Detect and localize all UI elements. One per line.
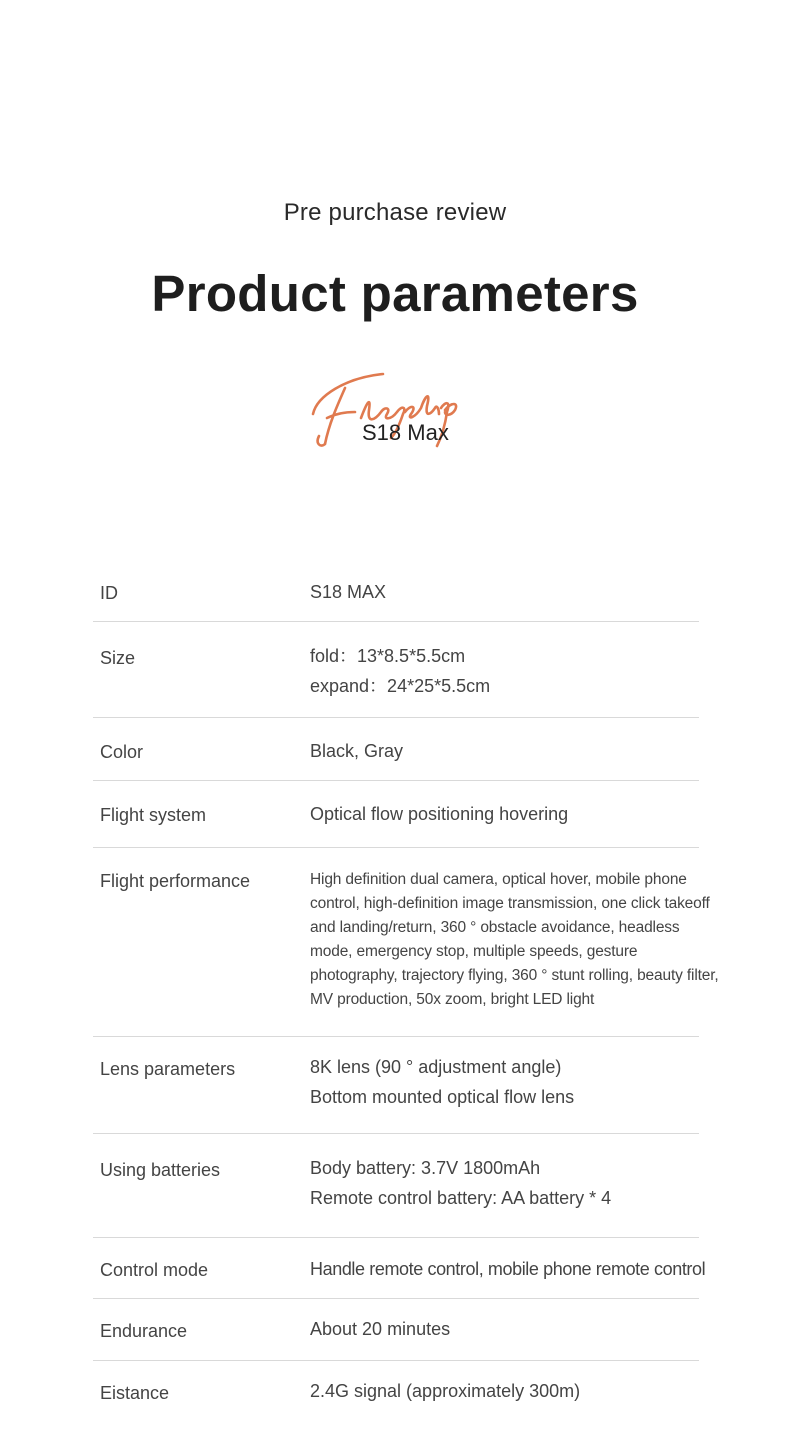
page-subtitle: Pre purchase review [283,199,507,226]
param-row-color [93,718,699,781]
param-row-batteries [93,1134,699,1238]
param-label: Flight system [100,805,207,825]
param-label: Size [100,648,136,668]
param-row-flight-performance [93,848,719,1037]
param-row-lens [93,1037,699,1134]
param-value: About 20 minutes [310,1319,451,1339]
param-value: S18 MAX [310,582,387,602]
param-value: High definition dual camera, optical hover, mobile phone control, high-definition image transmission, one click takeoff and landing/return, 360 ° obstacle avoidance, headless mode, emergency stop, multiple speeds, gesture photography, trajectory flying, 360 ° stunt rolling, beauty filter, MV production, 50x zoom, bright LED light [310,871,719,1008]
param-value: Black, Gray [310,741,404,761]
param-row-endurance [93,1299,699,1361]
param-value: Body battery: 3.7V 1800mAh Remote control battery: AA battery * 4 [310,1158,612,1208]
model-name: S18 Max [362,420,449,445]
param-value: 8K lens (90 ° adjustment angle) Bottom mounted optical flow lens [310,1057,575,1107]
param-label: Lens parameters [100,1059,236,1079]
param-label: Eistance [100,1383,170,1403]
param-value: Handle remote control, mobile phone remote control [310,1259,706,1279]
param-label: ID [100,583,118,603]
param-row-distance [93,1361,699,1421]
parameters-table [93,562,719,1421]
param-row-id [93,562,699,622]
param-label: Flight performance [100,871,251,891]
param-row-control-mode [93,1238,706,1299]
param-row-size [93,622,699,718]
page-title: Product parameters [151,265,639,322]
param-value: 2.4G signal (approximately 300m) [310,1381,581,1401]
flagship-badge [305,366,475,456]
param-value: fold：13*8.5*5.5cm expand：24*25*5.5cm [310,646,491,696]
param-label: Using batteries [100,1160,221,1180]
param-row-flight-system [93,781,699,848]
param-label: Color [100,742,144,762]
param-label: Control mode [100,1260,209,1280]
param-value: Optical flow positioning hovering [310,804,569,824]
param-label: Endurance [100,1321,188,1341]
